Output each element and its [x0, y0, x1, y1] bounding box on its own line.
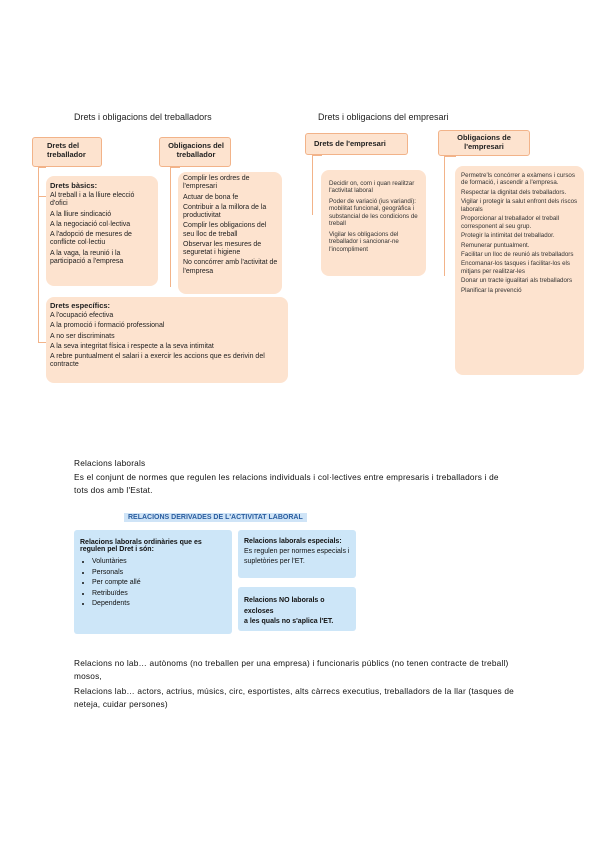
ordinary-relations-item: • Voluntàries: [92, 557, 226, 568]
employer-obligation-item: Permetre'ls concórrer a exàmens i cursos de formació, i ascendir a l'empresa.: [461, 172, 575, 187]
non-labour-relations-title: Relacions NO laborals o excloses: [244, 597, 325, 615]
employer-obligation-item: Facilitar un lloc de reunió als treballadors: [461, 250, 574, 258]
specific-right-item: A la promoció i formació professional: [50, 322, 165, 330]
relations-heading: Relacions laborals: [74, 458, 146, 468]
employer-heading: Drets i obligacions del empresari: [318, 112, 449, 122]
specific-rights-panel: [46, 297, 288, 383]
basic-right-item: A la negociació col·lectiva: [50, 220, 131, 228]
ordinary-relations-box: [74, 530, 232, 634]
employer-right-item: Vigilar les obligacions del treballador i sancionar-ne l'incompliment: [329, 230, 399, 253]
ordinary-relations-item: • Personals: [92, 568, 226, 579]
employer-rights-panel: [321, 170, 426, 276]
basic-right-item: A la vaga, la reunió i la participació a l'empresa: [50, 249, 124, 265]
employer-obligation-item: Encomanar-los tasques i facilitar-los els mitjans per realitzar-les: [461, 260, 571, 275]
employer-obligation-item: Planificar la prevenció: [461, 286, 522, 294]
employer-right-item: Decidir on, com i quan realitzar l'activitat laboral: [329, 180, 415, 195]
workers-obligations-header: Obligacions del treballador: [159, 137, 231, 167]
worker-obligation-item: Complir les obligacions del seu lloc de treball: [183, 222, 267, 238]
worker-obligations-panel: [178, 172, 282, 294]
worker-obligation-item: Actuar de bona fe: [183, 193, 239, 201]
specific-rights-title: Drets específics:: [50, 301, 111, 310]
employer-obligation-item: Remunerar puntualment.: [461, 241, 530, 249]
ordinary-relations-title: Relacions laborals ordinàries que es regulen pel Dret i són:: [80, 539, 202, 553]
ordinary-relations-list: [80, 557, 226, 610]
relations-definition: Es el conjunt de normes que regulen les relacions individuals i col·lectives entre empresaris i treballadors i de tots dos amb l'Estat.: [74, 472, 499, 495]
basic-right-item: Al treball i a la lliure elecció d'ofici: [50, 192, 135, 208]
worker-obligation-item: Contribuir a la millora de la productivitat: [183, 203, 267, 219]
specific-right-item: A no ser discriminats: [50, 332, 115, 340]
special-relations-title: Relacions laborals especials:: [244, 538, 342, 545]
basic-rights-panel: [46, 176, 158, 286]
worker-obligation-item: Observar les mesures de seguretat i higiene: [183, 240, 262, 256]
employer-obligation-item: Proporcionar al treballador el treball corresponent al seu grup.: [461, 215, 560, 230]
special-relations-box: [238, 530, 356, 578]
employer-obligation-item: Protegir la intimitat del treballador.: [461, 232, 555, 240]
employer-rights-header: Drets de l'empresari: [305, 133, 408, 155]
non-labour-relations-box: [238, 587, 356, 631]
non-labour-relations-text: a les quals no s'aplica l'ET.: [244, 618, 334, 625]
special-relations-text: Es regulen per normes especials i supletòries per l'ET.: [244, 548, 350, 566]
workers-rights-header: Drets del treballador: [32, 137, 102, 167]
employer-obligations-panel: [455, 166, 584, 375]
note-non-labour: Relacions no lab… autònoms (no treballen per una empresa) i funcionaris públics (no tenen contracte de treball) mosos,: [74, 658, 509, 681]
basic-right-item: A la lliure sindicació: [50, 210, 112, 218]
ordinary-relations-item: • Dependents: [92, 599, 226, 610]
ordinary-relations-item: • Retribuïdes: [92, 589, 226, 600]
specific-right-item: A l'ocupació efectiva: [50, 312, 114, 319]
employer-obligation-item: Vigilar i protegir la salut enfront dels riscos laborals: [461, 198, 578, 213]
worker-obligation-item: No concórrer amb l'activitat de l'empresa: [183, 259, 278, 275]
employer-obligations-header: Obligacions de l'empresari: [438, 130, 530, 156]
employer-obligation-item: Donar un tracte igualitari als treballadors: [461, 277, 573, 285]
basic-right-item: A l'adopció de mesures de conflicte col·lectiu: [50, 231, 132, 247]
specific-right-item: A rebre puntualment el salari i a exercir les accions que es derivin del contracte: [50, 353, 265, 369]
basic-rights-title: Drets bàsics:: [50, 181, 98, 190]
note-labour: Relacions lab… actors, actrius, músics, circ, esportistes, alts càrrecs executius, treballadors de la llar (tasques de neteja, cuidar persones): [74, 686, 514, 709]
ordinary-relations-item: • Per compte allé: [92, 578, 226, 589]
relations-diagram-title: RELACIONS DERIVADES DE L'ACTIVITAT LABORAL: [124, 513, 307, 522]
specific-right-item: A la seva integritat física i respecte a la seva intimitat: [50, 342, 214, 350]
employer-obligation-item: Respectar la dignitat dels treballadors.: [461, 188, 567, 196]
workers-heading: Drets i obligacions del treballadors: [74, 112, 212, 122]
worker-obligation-item: Complir les ordres de l'empresari: [183, 175, 250, 191]
employer-right-item: Poder de variació (ius variandi): mobilitat funcional, geogràfica i substancial de les condicions de treball: [329, 197, 418, 228]
workers-rights-connector: [38, 167, 46, 343]
